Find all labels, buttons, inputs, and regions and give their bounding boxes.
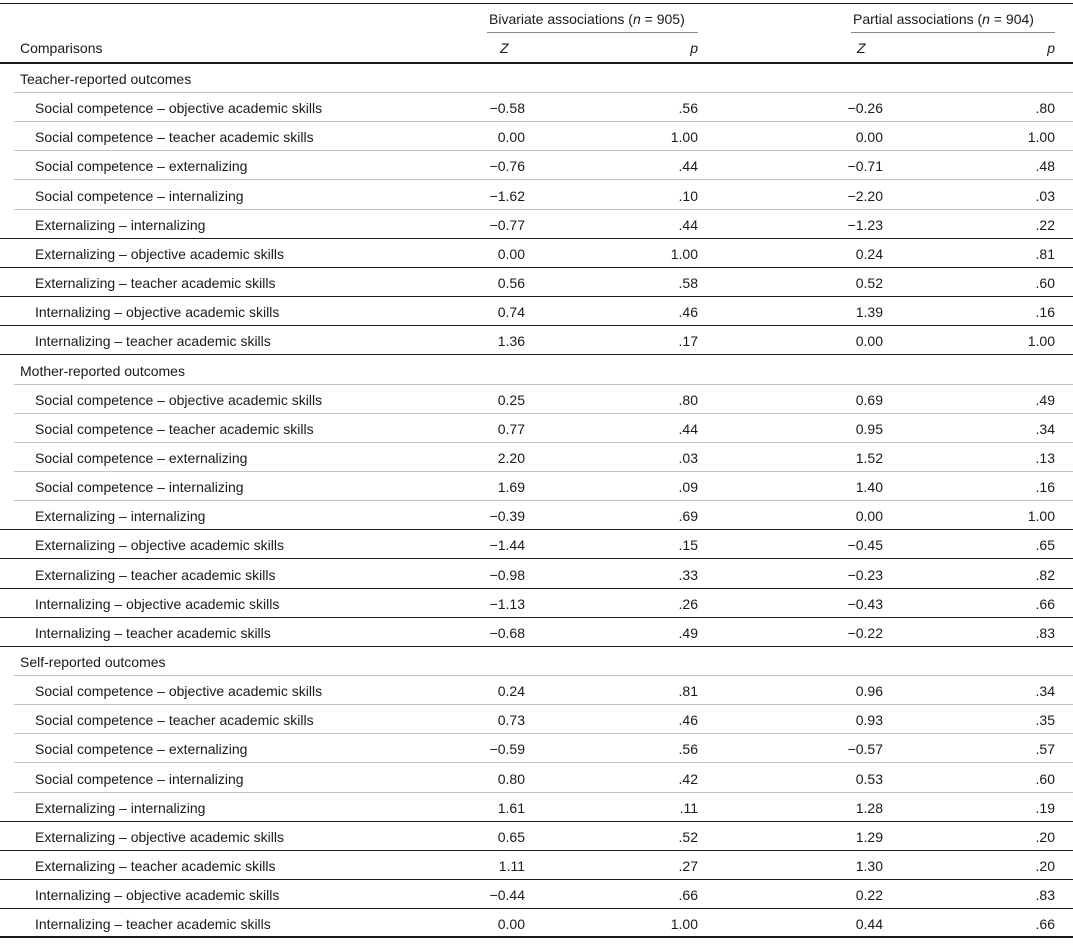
bivariate-p-value: .69: [678, 508, 698, 525]
bivariate-z-value: 0.73: [497, 712, 525, 729]
comparison-label: Social competence – teacher academic skills: [35, 420, 314, 437]
bivariate-z-value: 0.00: [497, 245, 525, 262]
partial-z-value: −0.57: [847, 741, 883, 758]
partial-p-value: .20: [1035, 828, 1055, 845]
bivariate-p-header: p: [690, 40, 698, 56]
partial-p-value: .13: [1035, 449, 1055, 466]
comparison-label: Social competence – objective academic skills: [35, 391, 323, 408]
bivariate-p-value: .09: [678, 479, 698, 496]
partial-z-value: 1.52: [855, 449, 883, 466]
bivariate-p-value: .46: [678, 304, 698, 321]
partial-z-value: −0.23: [847, 566, 883, 583]
partial-p-value: .19: [1035, 799, 1055, 816]
table-row: [0, 151, 1073, 180]
partial-z-value: 0.44: [855, 916, 883, 933]
partial-p-value: .65: [1035, 537, 1055, 554]
comparison-label: Externalizing – objective academic skills: [35, 828, 284, 845]
bivariate-z-value: 0.00: [497, 916, 525, 933]
bivariate-z-value: 0.56: [497, 275, 525, 292]
bivariate-z-value: −0.39: [489, 508, 525, 525]
bivariate-p-value: .33: [678, 566, 698, 583]
table-row: [0, 239, 1073, 268]
table-row: [0, 414, 1073, 443]
section-title: Self-reported outcomes: [20, 654, 166, 670]
comparison-label: Externalizing – internalizing: [35, 799, 206, 816]
section-title: Teacher-reported outcomes: [20, 71, 192, 87]
section-header-row: [0, 356, 1073, 385]
partial-p-value: .66: [1035, 595, 1055, 612]
partial-z-value: 0.00: [855, 508, 883, 525]
partial-p-value: .34: [1035, 420, 1055, 437]
bivariate-p-value: .10: [678, 187, 698, 204]
partial-p-value: .35: [1035, 712, 1055, 729]
section-title: Mother-reported outcomes: [20, 362, 185, 379]
partial-z-value: 0.69: [855, 391, 883, 408]
partial-p-value: .66: [1035, 916, 1055, 933]
table-row: [0, 851, 1073, 880]
bivariate-z-value: 0.77: [497, 420, 525, 437]
partial-z-value: 1.30: [855, 858, 883, 875]
bivariate-p-value: .49: [678, 624, 698, 641]
partial-z-value: 0.00: [855, 333, 883, 350]
partial-z-value: 0.95: [855, 420, 883, 437]
bivariate-z-value: 1.11: [498, 858, 525, 875]
table-row: [0, 210, 1073, 239]
comparison-label: Internalizing – objective academic skills: [35, 595, 280, 612]
comparison-label: Externalizing – teacher academic skills: [35, 566, 276, 583]
bivariate-p-value: .44: [678, 420, 698, 437]
bivariate-z-value: 0.65: [497, 828, 525, 845]
comparison-label: Internalizing – teacher academic skills: [35, 916, 271, 933]
partial-z-value: −0.71: [847, 158, 883, 175]
comparison-label: Externalizing – objective academic skills: [35, 245, 284, 262]
partial-z-value: 1.39: [855, 304, 883, 321]
partial-z-value: −2.20: [847, 187, 883, 204]
comparison-label: Social competence – externalizing: [35, 741, 248, 758]
bivariate-header-subrule: [487, 32, 698, 33]
table-row: [0, 472, 1073, 501]
bivariate-z-value: −1.13: [489, 595, 525, 612]
comparison-label: Internalizing – objective academic skills: [35, 304, 280, 321]
comparisons-column-header: Comparisons: [20, 40, 103, 56]
partial-p-value: .60: [1035, 275, 1055, 292]
bivariate-z-value: −0.77: [489, 216, 525, 233]
bivariate-p-value: .52: [678, 828, 698, 845]
bivariate-p-value: .42: [678, 770, 698, 787]
table-row: [0, 822, 1073, 851]
partial-z-value: 0.00: [855, 129, 883, 146]
bivariate-z-value: −1.62: [489, 187, 525, 204]
bivariate-p-value: .15: [678, 537, 698, 554]
bivariate-p-value: .58: [678, 275, 698, 292]
partial-z-value: 1.29: [855, 828, 883, 845]
bivariate-p-value: .26: [678, 595, 698, 612]
partial-z-value: 0.96: [855, 683, 883, 700]
bivariate-z-value: 1.36: [497, 333, 525, 350]
comparison-label: Internalizing – teacher academic skills: [35, 624, 271, 641]
partial-p-value: .83: [1035, 887, 1055, 904]
partial-z-value: 0.93: [855, 712, 883, 729]
bivariate-z-value: 1.61: [497, 799, 525, 816]
table-row: [0, 909, 1073, 938]
comparison-label: Social competence – internalizing: [35, 770, 244, 787]
table-top-rule: [0, 3, 1073, 4]
bivariate-p-value: 1.00: [670, 245, 698, 262]
comparison-label: Externalizing – objective academic skills: [35, 537, 284, 554]
bivariate-z-value: 0.00: [497, 129, 525, 146]
comparison-label: Social competence – internalizing: [35, 187, 244, 204]
bivariate-z-header: Z: [500, 40, 509, 56]
table-row: [0, 793, 1073, 822]
comparison-label: Social competence – externalizing: [35, 449, 248, 466]
partial-p-value: .20: [1035, 858, 1055, 875]
partial-p-value: .34: [1035, 683, 1055, 700]
partial-p-header: p: [1047, 40, 1055, 56]
bivariate-p-value: .80: [678, 391, 698, 408]
table-row: [0, 443, 1073, 472]
bivariate-p-value: .27: [678, 858, 698, 875]
partial-z-value: −1.23: [847, 216, 883, 233]
partial-p-value: 1.00: [1027, 508, 1055, 525]
bivariate-z-value: 0.74: [497, 304, 525, 321]
table-row: [0, 618, 1073, 647]
comparison-label: Externalizing – teacher academic skills: [35, 275, 276, 292]
partial-p-value: .83: [1035, 624, 1055, 641]
bivariate-p-value: .17: [678, 333, 698, 350]
partial-p-value: .57: [1035, 741, 1055, 758]
bivariate-p-value: 1.00: [670, 129, 698, 146]
section-header-row: [0, 64, 1073, 93]
bivariate-p-value: .44: [678, 158, 698, 175]
comparison-label: Social competence – teacher academic skills: [35, 712, 314, 729]
partial-p-value: .03: [1035, 187, 1055, 204]
section-header-row: [0, 647, 1073, 676]
partial-p-value: .16: [1035, 479, 1055, 496]
comparison-label: Social competence – objective academic skills: [35, 683, 323, 700]
comparison-label: Externalizing – internalizing: [35, 216, 206, 233]
partial-z-value: −0.45: [847, 537, 883, 554]
bivariate-p-value: .56: [678, 741, 698, 758]
bivariate-p-value: 1.00: [670, 916, 698, 933]
partial-z-value: 1.28: [855, 799, 883, 816]
bivariate-p-value: .03: [678, 449, 698, 466]
table-row: [0, 764, 1073, 793]
bivariate-associations-header: Bivariate associations (n = 905): [489, 11, 685, 27]
partial-p-value: .60: [1035, 770, 1055, 787]
bivariate-p-value: .11: [679, 799, 698, 816]
bivariate-z-value: 2.20: [497, 449, 525, 466]
table-row: [0, 530, 1073, 559]
table-row: [0, 385, 1073, 414]
bivariate-p-value: .66: [678, 887, 698, 904]
bivariate-z-value: 0.80: [497, 770, 525, 787]
table-row: [0, 268, 1073, 297]
partial-z-value: −0.26: [847, 100, 883, 117]
partial-p-value: .16: [1035, 304, 1055, 321]
bivariate-z-value: −0.76: [489, 158, 525, 175]
partial-p-value: .48: [1035, 158, 1055, 175]
partial-z-value: −0.43: [847, 595, 883, 612]
partial-p-value: 1.00: [1027, 129, 1055, 146]
partial-p-value: 1.00: [1027, 333, 1055, 350]
bivariate-z-value: −0.68: [489, 624, 525, 641]
partial-z-value: 1.40: [855, 479, 883, 496]
table-row: [0, 93, 1073, 122]
bivariate-z-value: 1.69: [497, 479, 525, 496]
bivariate-z-value: −0.44: [489, 887, 525, 904]
comparison-label: Externalizing – internalizing: [35, 508, 206, 525]
bivariate-z-value: −0.98: [489, 566, 525, 583]
comparison-label: Internalizing – teacher academic skills: [35, 333, 271, 350]
bivariate-p-value: .44: [678, 216, 698, 233]
table-row: [0, 326, 1073, 355]
comparison-label: Social competence – internalizing: [35, 479, 244, 496]
partial-p-value: .22: [1035, 216, 1055, 233]
partial-associations-header: Partial associations (n = 904): [853, 11, 1034, 27]
comparison-label: Social competence – externalizing: [35, 158, 248, 175]
partial-z-value: 0.22: [855, 887, 883, 904]
partial-p-value: .81: [1035, 245, 1055, 262]
partial-p-value: .49: [1035, 391, 1055, 408]
bivariate-p-value: .56: [678, 100, 698, 117]
partial-p-value: .80: [1035, 100, 1055, 117]
bivariate-z-value: −0.58: [489, 100, 525, 117]
table-row: [0, 880, 1073, 909]
table-row: [0, 705, 1073, 734]
partial-p-value: .82: [1035, 566, 1055, 583]
table-row: [0, 560, 1073, 589]
table-row: [0, 181, 1073, 210]
table-row: [0, 501, 1073, 530]
comparison-label: Internalizing – objective academic skills: [35, 887, 280, 904]
partial-header-subrule: [851, 32, 1055, 33]
bivariate-z-value: −0.59: [489, 741, 525, 758]
partial-z-value: 0.52: [855, 275, 883, 292]
table-row: [0, 676, 1073, 705]
bivariate-z-value: 0.24: [497, 683, 525, 700]
bivariate-p-value: .46: [678, 712, 698, 729]
bivariate-z-value: 0.25: [497, 391, 525, 408]
partial-z-value: −0.22: [847, 624, 883, 641]
table-row: [0, 589, 1073, 618]
bivariate-p-value: .81: [678, 683, 698, 700]
comparison-label: Externalizing – teacher academic skills: [35, 858, 276, 875]
partial-z-value: 0.53: [855, 770, 883, 787]
table-row: [0, 734, 1073, 763]
comparison-label: Social competence – teacher academic skills: [35, 129, 314, 146]
table-row: [0, 297, 1073, 326]
table-row: [0, 122, 1073, 151]
comparison-label: Social competence – objective academic skills: [35, 100, 323, 117]
bivariate-z-value: −1.44: [489, 537, 525, 554]
partial-z-header: Z: [857, 40, 866, 56]
partial-z-value: 0.24: [855, 245, 883, 262]
row-divider: [0, 936, 1073, 938]
